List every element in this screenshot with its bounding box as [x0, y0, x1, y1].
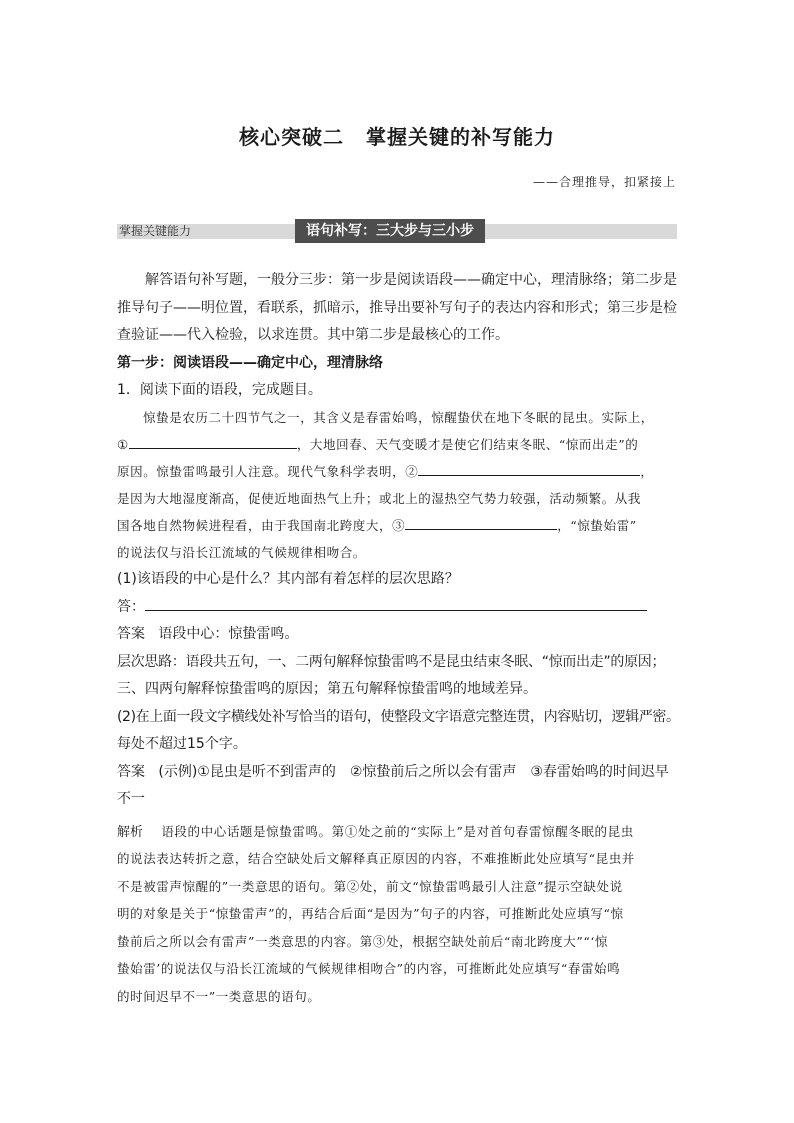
intro-line-3: 查验证——代入检验，以求连贯。其中第二步是最核心的工作。 — [117, 327, 509, 343]
section-tag: 语句补写：三大步与三小步 — [295, 219, 485, 243]
key-label-2: 答案 — [117, 764, 145, 780]
blank-1[interactable] — [129, 434, 297, 449]
subtitle: ——合理推导，扣紧接上 — [532, 175, 676, 189]
key-1-text: 语段中心：惊蛰雷鸣。 — [158, 626, 299, 642]
intro-line-2: 推导句子——明位置，看联系，抓暗示，推导出要补写句子的表达内容和形式；第三步是检 — [117, 300, 677, 316]
answer-label: 答： — [117, 599, 145, 615]
analysis-line-7: 的时间迟早不一”一类意思的语句。 — [117, 989, 321, 1004]
analysis-label: 解析 — [117, 825, 144, 840]
answer-blank[interactable] — [145, 596, 647, 611]
blank-3[interactable] — [405, 515, 557, 530]
key-2-line-1 — [117, 760, 679, 785]
section-bar-label: 掌握关键能力 — [119, 224, 192, 238]
key-label-1: 答案 — [117, 626, 145, 642]
sub-question-1: (1)该语段的中心是什么？其内部有着怎样的层次思路？ — [117, 571, 459, 587]
step1-heading: 第一步：阅读语段——确定中心，理清脉络 — [117, 355, 383, 371]
question-1: 1．阅读下面的语段，完成题目。 — [117, 382, 322, 398]
analysis-line-6: 蛰始雷’的说法仅与沿长江流域的气候规律相吻合”的内容，可推断此处应填写“春雷始鸣 — [117, 961, 621, 976]
analysis-line-4: 明的对象是关于“惊蛰雷声”的，再结合后面“是因为”句子的内容，可推断此处应填写“惊 — [117, 906, 624, 921]
page-title — [0, 121, 794, 150]
passage-line-1: 惊蛰是农历二十四节气之一，其含义是春雷始鸣，惊醒蛰伏在地下冬眠的昆虫。实际上， — [143, 410, 654, 425]
analysis-text-1: 语段的中心话题是惊蛰雷鸣。第①处之前的“实际上”是对首句春雷惊醒冬眠的昆虫 — [161, 824, 634, 839]
analysis-line-3: 不是被雷声惊醒的”一类意思的语句。第②处，前文“惊蛰雷鸣最引人注意”提示空缺处说 — [117, 879, 623, 894]
key-2-line-2: 不一 — [117, 791, 145, 807]
sub-question-2: (2)在上面一段文字横线处补写恰当的语句，使整段文字语意完整连贯，内容贴切，逻辑严密。 — [117, 709, 680, 725]
blank-1-marker: ① — [117, 437, 129, 452]
answer-line-1 — [117, 595, 679, 620]
passage-line-3-text: 原因。惊蛰雷鸣最引人注意。现代气象科学表明，② — [117, 464, 419, 479]
passage-line-2 — [117, 432, 679, 457]
passage-line-3-end: ， — [640, 464, 654, 479]
key-2-text: (示例)①昆虫是听不到雷声的 ②惊蛰前后之所以会有雷声 ③春雷始鸣的时间迟早 — [158, 764, 669, 780]
key-1-line-2: 层次思路：语段共五句，一、二两句解释惊蛰雷鸣不是昆虫结束冬眠、“惊而出走”的原因； — [117, 654, 666, 670]
passage-line-6: 的说法仅与沿长江流域的气候规律相吻合。 — [117, 545, 366, 560]
passage-line-5-end: ，“惊蛰始雷” — [557, 518, 637, 533]
passage-line-5-text: 国各地自然物候进程看，由于我国南北跨度大，③ — [117, 518, 406, 533]
analysis-line-2: 的说法表达转折之意，结合空缺处后文解释真正原因的内容，不难推断此处应填写“昆虫并 — [117, 851, 635, 866]
analysis-line-1 — [117, 819, 679, 845]
analysis-line-5: 蛰前后之所以会有雷声”一类意思的内容。第③处，根据空缺处前后“南北跨度大”“‘惊 — [117, 934, 609, 949]
key-1-line-1 — [117, 622, 679, 647]
passage-line-5 — [117, 513, 679, 538]
blank-2[interactable] — [418, 461, 640, 476]
section-bar — [117, 224, 677, 239]
title-part2: 掌握关键的补写能力 — [366, 125, 555, 149]
passage-line-4: 是因为大地湿度渐高，促使近地面热气上升；或北上的湿热空气势力较强，活动频繁。从我 — [117, 491, 642, 506]
passage-line-3 — [117, 459, 679, 484]
intro-line-1: 解答语句补写题，一般分三步：第一步是阅读语段——确定中心，理清脉络；第二步是 — [145, 272, 677, 288]
sub-question-2-cont: 每处不超过15个字。 — [117, 736, 247, 752]
title-part1: 核心突破二 — [239, 125, 344, 149]
passage-line-2-text: ，大地回春、天气变暖才是使它们结束冬眠、“惊而出走”的 — [296, 437, 639, 452]
key-1-line-3: 三、四两句解释惊蛰雷鸣的原因；第五句解释惊蛰雷鸣的地域差异。 — [117, 681, 537, 697]
